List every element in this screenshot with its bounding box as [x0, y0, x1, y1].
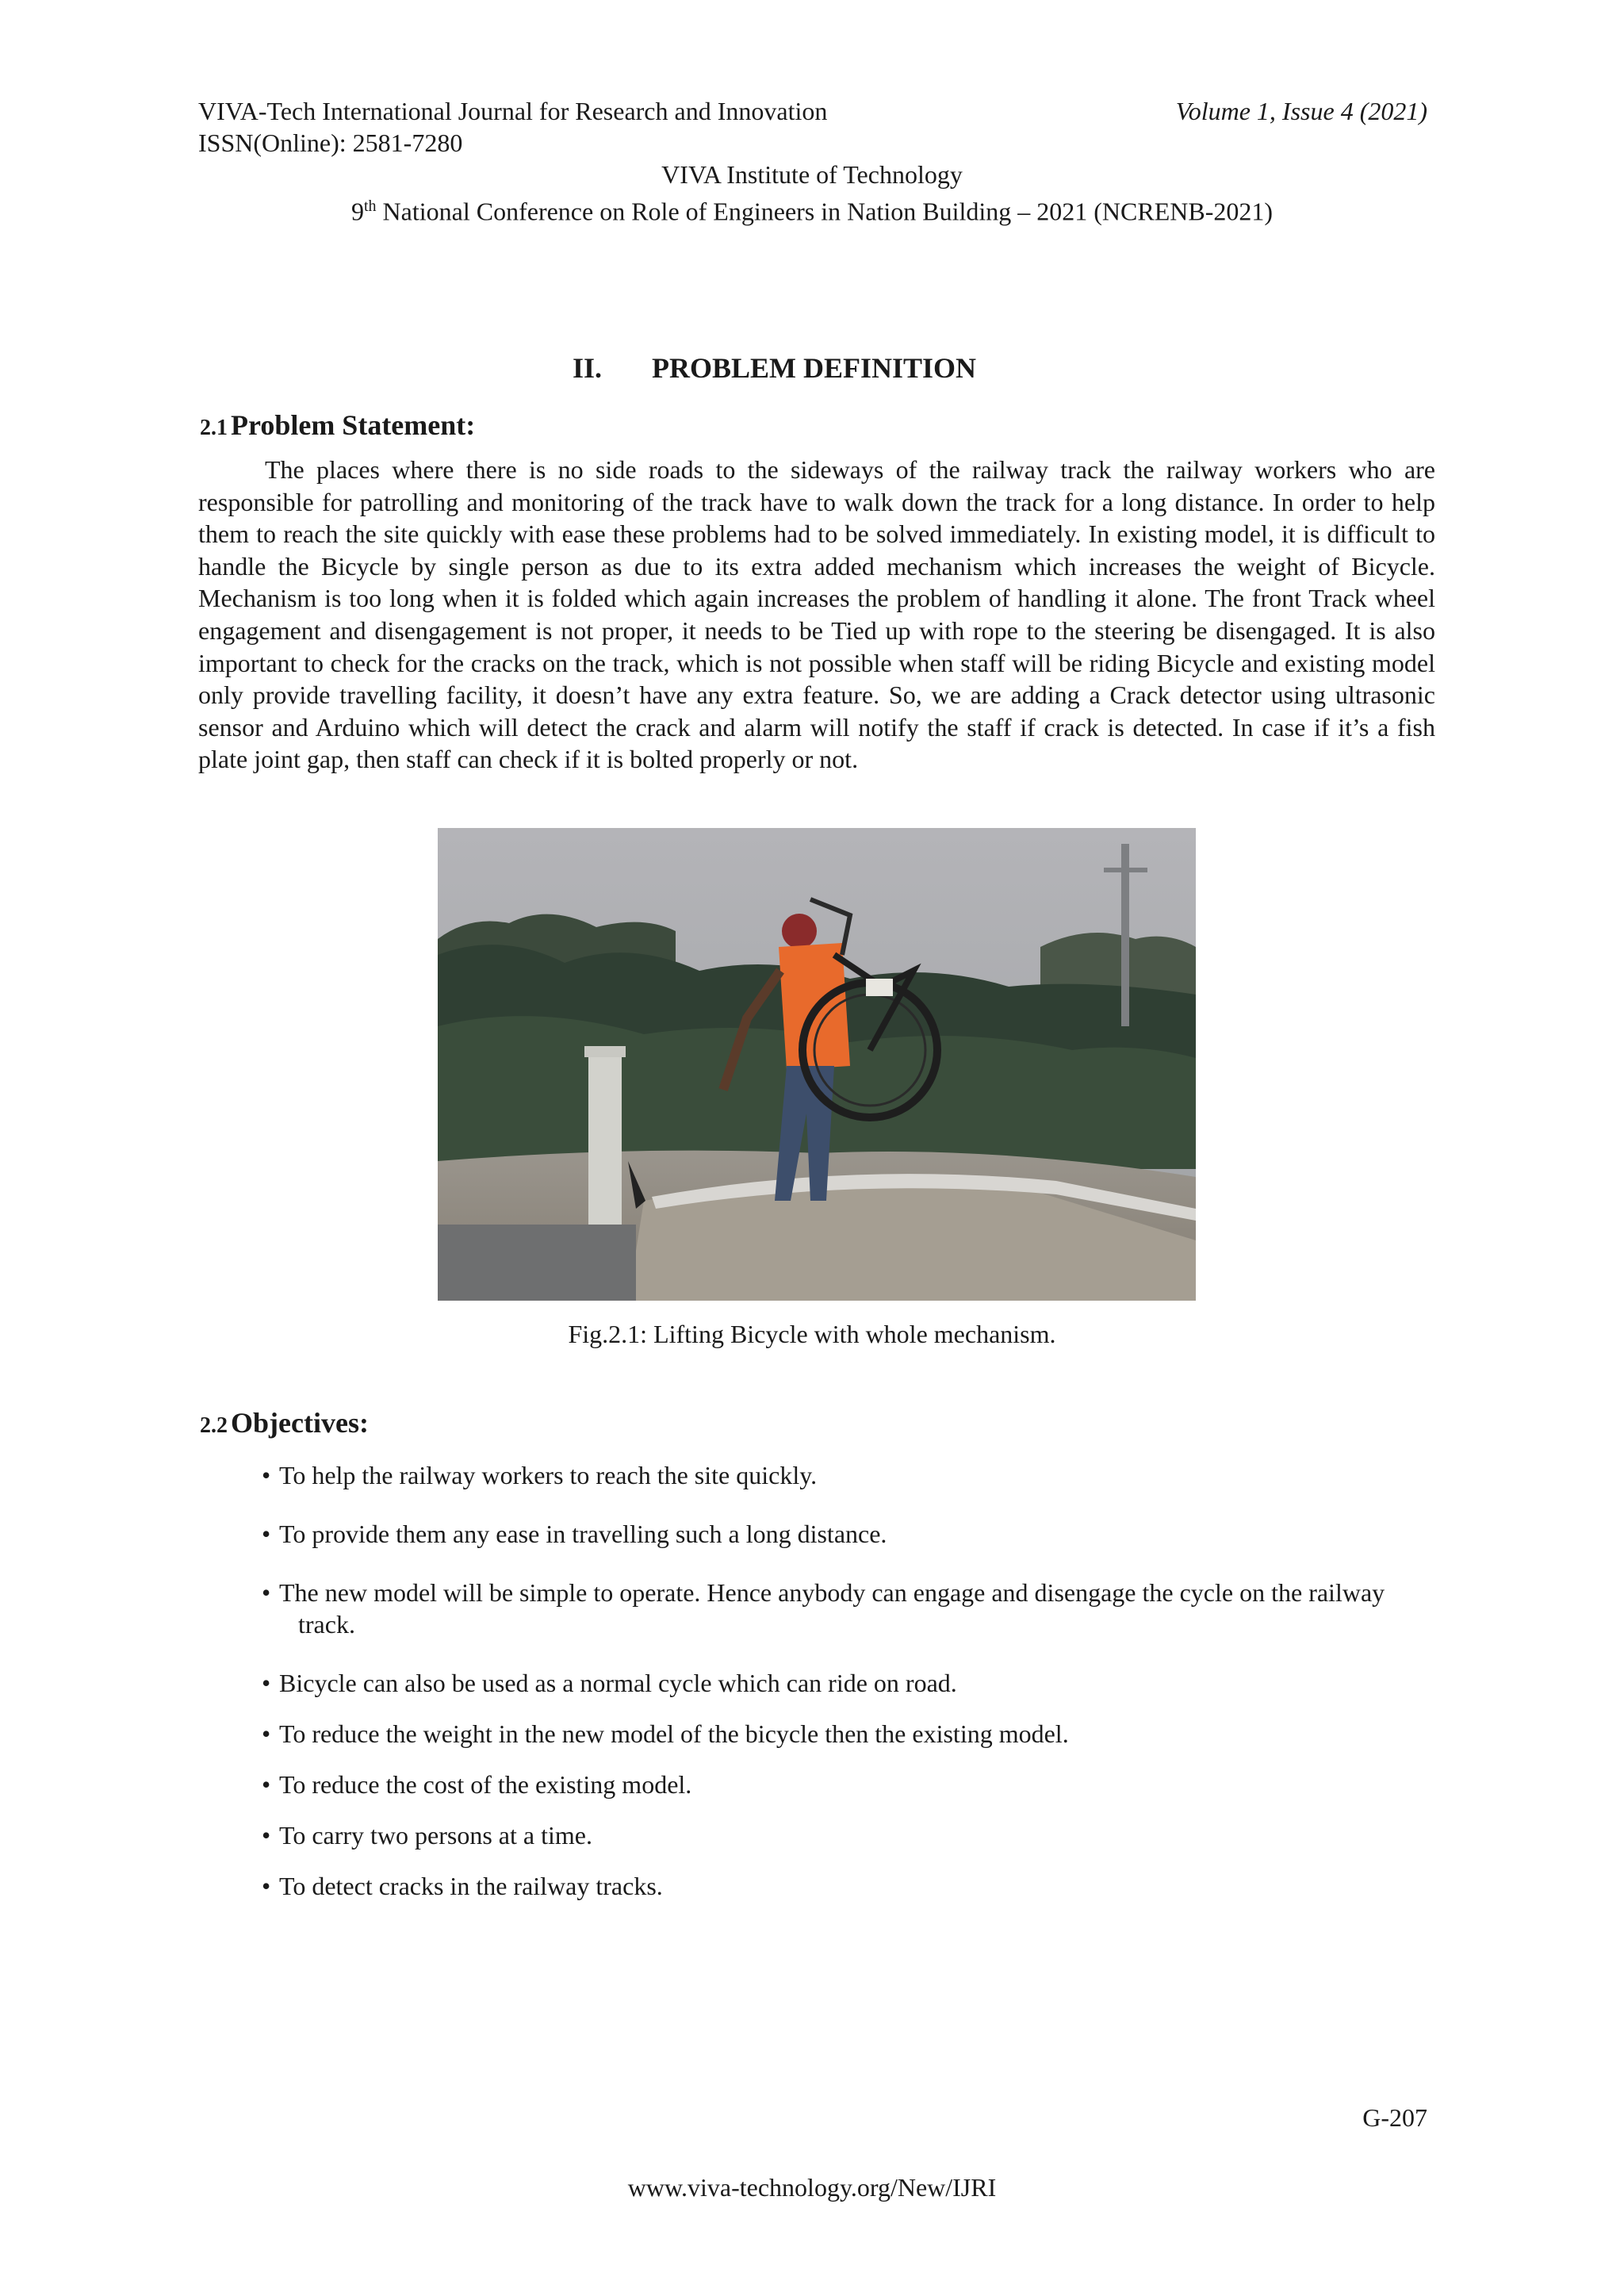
footer-url: www.viva-technology.org/New/IJRI — [627, 2173, 997, 2202]
bullet-icon: • — [262, 1669, 271, 1697]
bullet-icon: • — [262, 1578, 271, 1607]
section-heading — [573, 351, 976, 385]
list-item: • To provide them any ease in travelling such a long distance. — [262, 1520, 887, 1548]
figure-photo — [438, 828, 1196, 1301]
page-number: G-207 — [1362, 2103, 1427, 2132]
objectives-heading — [200, 1406, 369, 1439]
conference-ordinal-suffix: th — [363, 197, 377, 215]
list-item: • To detect cracks in the railway tracks. — [262, 1872, 663, 1900]
bullet-icon: • — [262, 1872, 271, 1900]
problem-statement-paragraph: The places where there is no side roads to the sideways of the railway track the railway workers who are responsible for patrolling and monitoring of the track have to walk down the track for a long distance. In order to help them to reach the site quickly with ease these problems had to be solved immediately. In existing model, it is difficult to handle the Bicycle by single person as due to its extra added mechanism which increases the weight of Bicycle. Mechanism is too long when it is folded which again increases the problem of handling it alone. The front Track wheel engagement and disengagement is not proper, it needs to be Tied up with rope to the steering be disengaged. It is also important to check for the cracks on the track, which is not possible when staff will be riding Bicycle and existing model only provide travelling facility, it doesn’t have any extra feature. So, we are adding a Crack detector using ultrasonic sensor and Arduino which will detect the crack and alarm will notify the staff if crack is detected. In case if it’s a fish plate joint gap, then staff can check if it is bolted properly or not. — [198, 455, 1435, 774]
list-item: • To reduce the weight in the new model of the bicycle then the existing model. — [262, 1719, 1069, 1748]
list-item: • Bicycle can also be used as a normal cycle which can ride on road. — [262, 1669, 957, 1697]
issn: ISSN(Online): 2581-7280 — [198, 128, 463, 157]
volume-issue: Volume 1, Issue 4 (2021) — [1175, 97, 1427, 125]
problem-statement-heading — [200, 408, 475, 442]
section-title: PROBLEM DEFINITION — [652, 352, 977, 384]
bullet-icon: • — [262, 1770, 271, 1799]
journal-name: VIVA-Tech International Journal for Research and Innovation — [198, 97, 828, 125]
list-item: • To help the railway workers to reach the site quickly. — [262, 1461, 818, 1489]
conference-title: National Conference on Role of Engineers in Nation Building – 2021 (NCRENB-2021) — [376, 197, 1274, 226]
bullet-icon: • — [262, 1520, 271, 1548]
list-item: • The new model will be simple to operate. Hence anybody can engage and disengage the cycle on the railway track. — [262, 1578, 1385, 1639]
list-item: • To carry two persons at a time. — [262, 1821, 592, 1849]
list-item: • To reduce the cost of the existing model. — [262, 1770, 692, 1799]
bullet-icon: • — [262, 1461, 271, 1489]
bullet-icon: • — [262, 1719, 271, 1748]
bullet-icon: • — [262, 1821, 271, 1849]
subsection-number: 2.2 — [200, 1413, 228, 1438]
subsection-title: Objectives: — [231, 1407, 369, 1439]
conference-ordinal: 9 — [350, 197, 364, 226]
section-number: II. — [573, 352, 603, 384]
subsection-number: 2.1 — [200, 416, 228, 440]
subsection-title: Problem Statement: — [231, 409, 476, 441]
figure-caption: Fig.2.1: Lifting Bicycle with whole mechanism. — [568, 1320, 1056, 1348]
conference-name — [0, 190, 1624, 228]
railway-worker-lifting-bicycle-photo — [438, 828, 1196, 1301]
institute-name: VIVA Institute of Technology — [661, 160, 963, 189]
objectives-list — [262, 1459, 1435, 1902]
